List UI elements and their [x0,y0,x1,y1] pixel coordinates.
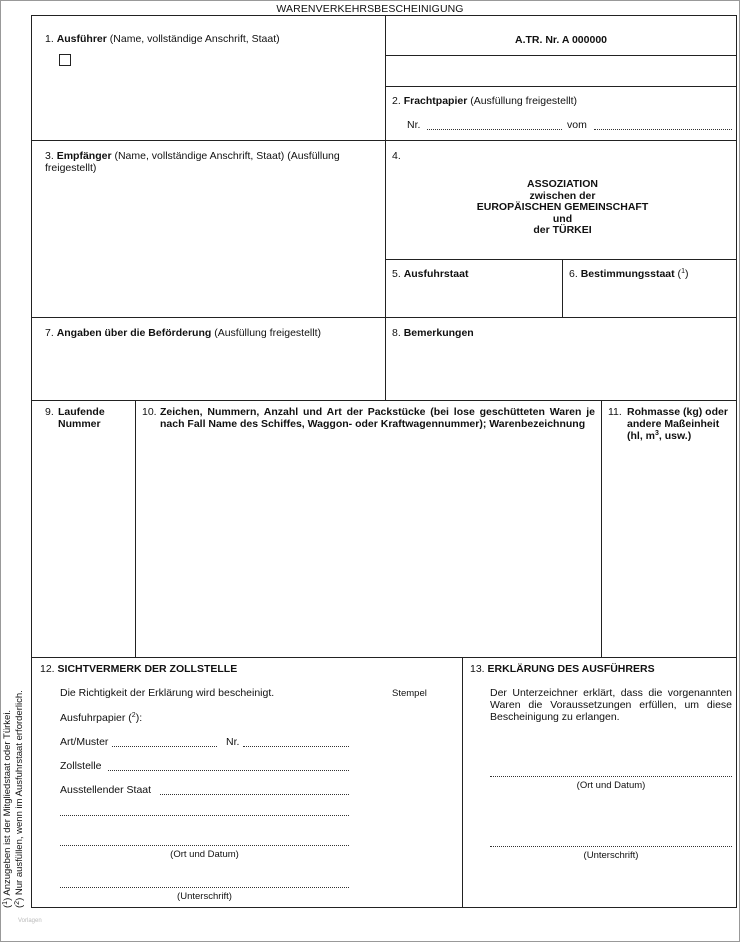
field8-number: 8. [392,327,401,339]
field3-heading [45,150,365,174]
field6-label: Bestimmungsstaat [580,268,675,280]
field12-staat-line[interactable] [160,794,349,795]
field3-hint: (Name, vollständige Anschrift, Staat) (Ausfüllung freigestellt) [45,150,340,174]
field12-label: SICHTVERMERK DER ZOLLSTELLE [57,663,238,675]
field4-line1: ASSOZIATION [527,178,598,190]
field8-label: Bemerkungen [403,327,474,339]
field7-label: Angaben über die Beförderung [56,327,212,339]
field9-label [58,406,105,430]
field2-label: Frachtpapier [403,95,468,107]
field9-line1: Laufende [58,406,105,418]
field1-checkbox[interactable] [59,54,71,66]
field12-nr-line[interactable] [243,746,349,747]
divider-row5 [31,657,737,658]
field2-heading [392,95,577,107]
footnote-2-text: Nur ausfüllen, wenn im Ausfuhrstaat erforderlich. [14,690,25,896]
field11-unit-prefix: (hl, m [627,430,655,442]
margin-watermark: Vorlagen [18,918,42,924]
field5-heading [392,268,468,280]
footnote-1-text: Anzugeben ist der Mitgliedstaat oder Türkei. [2,709,13,896]
divider-row4 [31,400,737,401]
footnote-1-marker: 1 [2,900,9,905]
field6-footnote-ref: 1 [681,268,685,275]
field4-association [385,179,740,237]
field12-ausfuhrpapier-label: Ausfuhrpapier ( [60,712,132,724]
field13-ortdatum-line[interactable] [490,776,732,777]
field12-ortdatum-line[interactable] [60,845,349,846]
divider-row3 [31,317,737,318]
field12-nr-label: Nr. [226,736,240,748]
field2-vom-label: vom [567,119,587,131]
field5-number: 5. [392,268,401,280]
field12-confirm: Die Richtigkeit der Erklärung wird bescheinigt. [60,687,275,699]
field5-label: Ausfuhrstaat [403,268,469,280]
divider-atr2 [385,86,737,87]
footnotes [2,678,26,908]
field12-staat-label: Ausstellender Staat [60,784,152,796]
field1-hint: (Name, vollständige Anschrift, Staat) [109,33,280,45]
field2-hint: (Ausfüllung freigestellt) [470,95,578,107]
field7-number: 7. [45,327,54,339]
field8-heading [392,327,474,339]
field12-artmuster-line[interactable] [112,746,217,747]
field1-label: Ausführer [56,33,107,45]
field4-line4: und [552,212,573,225]
divider-col-11 [601,400,602,657]
field7-heading [45,327,321,339]
field11-line2: andere Maßeinheit [627,418,720,430]
form-frame [31,15,737,908]
field12-extra-line[interactable] [60,815,349,816]
field4-line2: zwischen der [529,189,596,202]
footnote-2-marker: 2 [14,900,21,905]
field6-heading: 6. Bestimmungsstaat ($^1$) [569,268,689,280]
field1-heading [45,33,280,45]
field11-label [627,406,728,442]
field13-text: Der Unterzeichner erklärt, dass die vorgenannten Waren die Voraussetzungen erfüllen, um diese Bescheinigung zu erlangen. [490,687,732,723]
field2-nr-label: Nr. [407,119,421,131]
field4-number: 4. [392,150,401,162]
field10-label: Zeichen, Nummern, Anzahl und Art der Packstücke (bei lose geschütteten Waren je nach Fall Name des Schiffes, Waggon- oder Kraftwagennummer); Warenbezeichnung [160,406,595,430]
divider-atr [385,55,737,56]
field12-stempel: Stempel [392,688,427,699]
footnote-1: ($^1$) Anzugeben ist der Mitgliedstaat oder Türkei. [2,709,13,908]
field13-unterschrift-line[interactable] [490,846,732,847]
field13-number: 13. [470,663,485,675]
divider-col-12 [462,657,463,908]
field12-footnote-ref: 2 [131,712,136,719]
field2-nr-line[interactable] [427,129,562,130]
field7-hint: (Ausfüllung freigestellt) [214,327,322,339]
field12-zollstelle-label: Zollstelle [60,760,102,772]
field12-heading [40,663,237,675]
field12-ausfuhrpapier [60,712,142,724]
field11-line1: Rohmasse (kg) oder [627,406,728,418]
field2-number: 2. [392,95,401,107]
field2-vom-line[interactable] [594,129,732,130]
field3-label: Empfänger [56,150,112,162]
field11-line3 [627,430,728,442]
field12-ausfuhrpapier-end: ): [135,712,143,724]
divider-col-9 [135,400,136,657]
divider-col-56 [562,259,563,317]
field4-line3: EUROPÄISCHEN GEMEINSCHAFT [476,201,649,213]
field1-number: 1. [45,33,54,45]
field11-unit-suffix: , usw.) [658,430,692,442]
form-title: WARENVERKEHRSBESCHEINIGUNG [276,3,464,15]
field12-ortdatum: (Ort und Datum) [170,849,239,860]
field9-line2: Nummer [58,418,101,430]
field12-unterschrift: (Unterschrift) [177,891,232,902]
footnote-2: ($^2$) Nur ausfüllen, wenn im Ausfuhrstaat erforderlich. [14,690,25,908]
field13-label: ERKLÄRUNG DES AUSFÜHRERS [487,663,655,675]
field10-number: 10. [142,406,157,418]
field13-unterschrift: (Unterschrift) [583,850,639,861]
field4-line5: der TÜRKEI [533,224,592,236]
divider-field4 [385,259,737,260]
atr-number: A.TR. Nr. A 000000 [514,34,607,46]
field13-ortdatum: (Ort und Datum) [576,780,646,791]
field11-unit-sup: 3 [655,430,659,437]
field12-artmuster-label: Art/Muster [60,736,109,748]
divider-row1 [31,140,737,141]
field3-number: 3. [45,150,54,162]
field12-number: 12. [40,663,55,675]
field9-number: 9. [45,406,54,418]
field12-unterschrift-line[interactable] [60,887,349,888]
field11-number: 11. [608,406,622,418]
field13-heading [470,663,655,675]
field6-number: 6. [569,268,578,280]
field12-zollstelle-line[interactable] [108,770,349,771]
